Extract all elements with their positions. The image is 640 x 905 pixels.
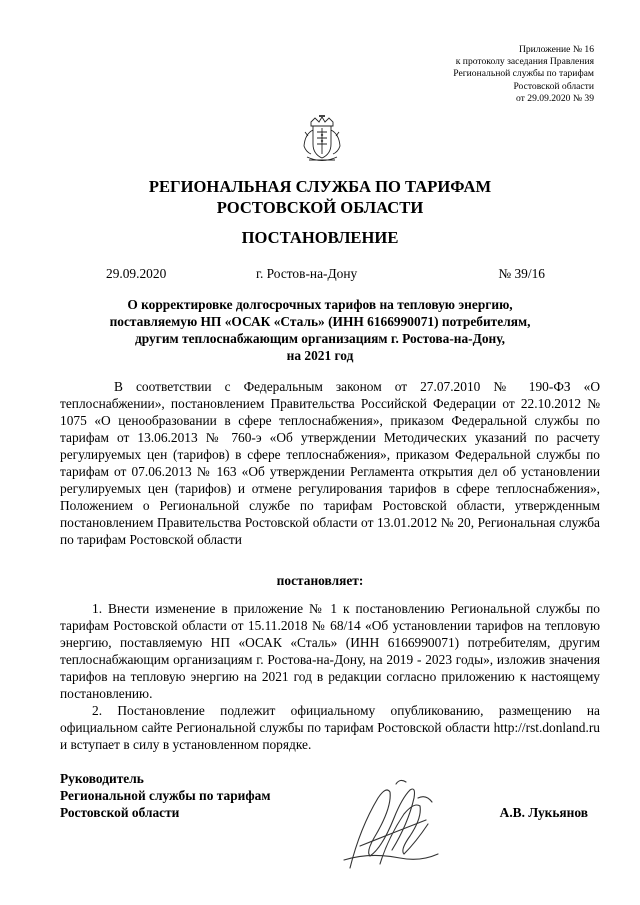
signatory-title-line: Ростовской области [60,805,180,820]
signatory-name: А.В. Лукьянов [499,805,588,820]
document-subject [60,296,580,364]
handwritten-signature-icon [330,768,450,880]
document-date: 29.09.2020 [106,266,167,281]
resolution-items [60,600,600,753]
subject-line: другим теплоснабжающим организациям г. Ростова-на-Дону, [135,331,505,346]
date-line [0,266,640,284]
appendix-line: к протоколу заседания Правления [455,56,594,68]
resolution-item: 2. Постановление подлежит официальному опубликованию, размещению на официальном сайте Региональной службы по тарифам Ростовской области http://rst.donland.ru и вступает в силу в установленном порядке. [60,703,600,752]
document-city: г. Ростов-на-Дону [256,266,358,281]
organization-name [0,176,640,218]
appendix-line: Ростовской области [513,80,594,92]
appendix-note [354,44,594,105]
signatory-title-line: Региональной службы по тарифам [60,788,271,803]
signatory-title [60,770,270,821]
preamble-paragraph: В соответствии с Федеральным законом от 27.07.2010 № 190-ФЗ «О теплоснабжении», постановлением Правительства Российской Федерации от 22.10.2012 № 1075 «О ценообразовании в сфере теплоснабжения», приказом Федеральной службы по тарифам от 13.06.2013 № 760-э «Об утверждении Методических указаний по расчету регулируемых цен (тарифов) в сфере теплоснабжения», приказом Федеральной службы по тарифам от 07.06.2013 № 163 «Об утверждении Регламента открытия дел об установлении регулируемых цен (тарифов) и отмене регулирования тарифов в сфере теплоснабжения», Положением о Региональной службе по тарифам Ростовской области, утвержденным постановлением Правительства Ростовской области от 13.01.2012 № 20, Региональная служба по тарифам Ростовской области [60,379,600,547]
appendix-line: Региональной службы по тарифам [453,68,594,80]
document-type: ПОСТАНОВЛЕНИЕ [241,228,399,247]
signatory-title-line: Руководитель [60,771,144,786]
resolution-item: 1. Внести изменение в приложение № 1 к постановлению Региональной службы по тарифам Ростовской области от 15.11.2018 № 68/14 «Об установлении тарифов на тепловую энергию, поставляемую НП «ОСАК «Сталь» (ИНН 6166990071) потребителям, другим теплоснабжающим организациям г. Ростова-на-Дону, на 2019 - 2023 годы», изложив значения тарифов на тепловую энергию на 2021 год в редакции согласно приложению к настоящему постановлению. [60,601,600,701]
appendix-line: Приложение № 16 [518,44,594,55]
org-line: РОСТОВСКОЙ ОБЛАСТИ [216,198,424,217]
coat-of-arms-icon [299,114,345,164]
subject-line: на 2021 год [286,348,354,363]
preamble [60,378,600,548]
subject-line: О корректировке долгосрочных тарифов на тепловую энергию, [127,297,513,312]
document-number: № 39/16 [498,266,545,281]
appendix-line: от 29.09.2020 № 39 [516,92,594,104]
org-line: РЕГИОНАЛЬНАЯ СЛУЖБА ПО ТАРИФАМ [148,177,492,196]
resolves-heading: постановляет: [276,573,364,588]
subject-line: поставляемую НП «ОСАК «Сталь» (ИНН 6166990071) потребителям, [109,314,531,329]
